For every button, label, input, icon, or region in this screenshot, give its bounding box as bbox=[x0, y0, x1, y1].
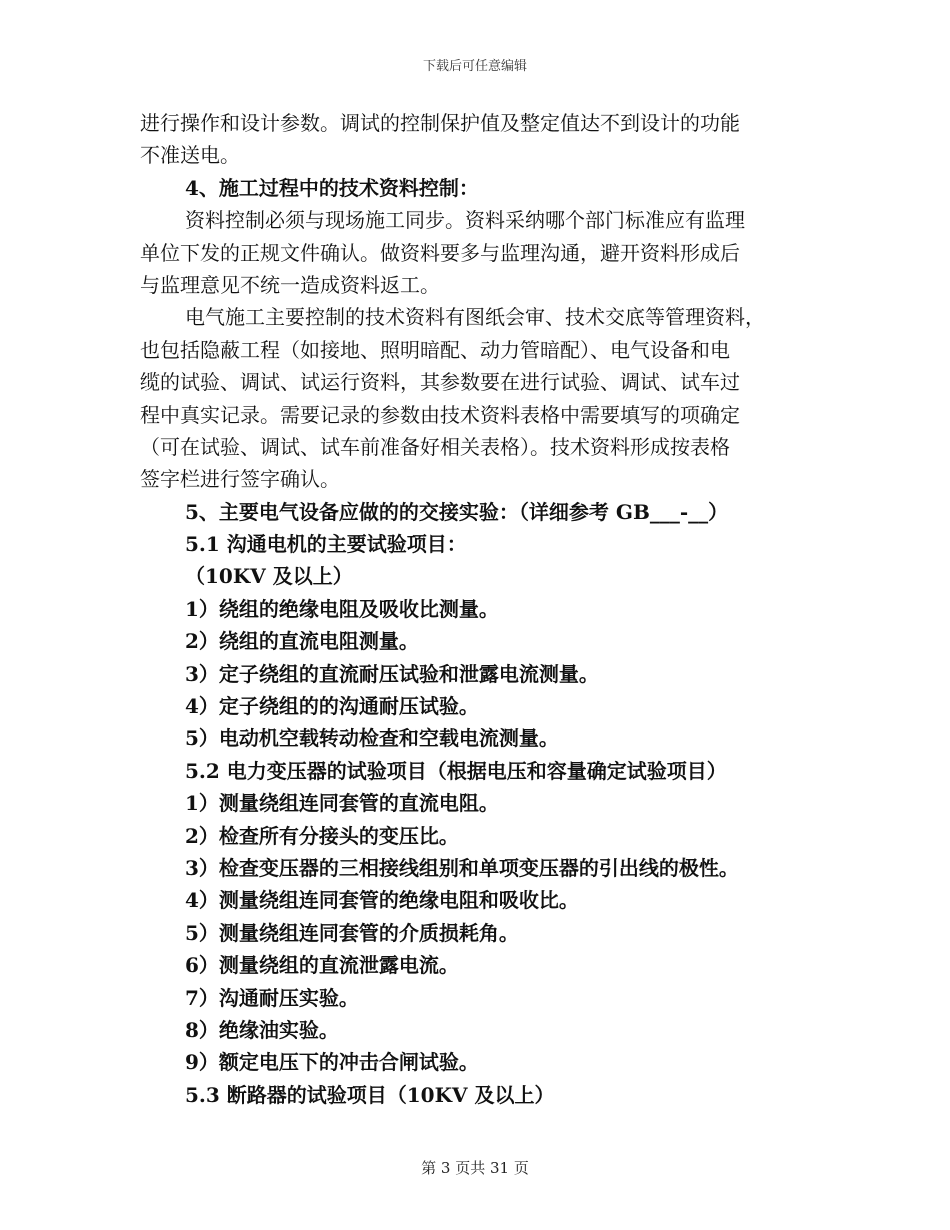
page-header: 下载后可任意编辑 bbox=[422, 59, 527, 74]
text-line: 进行操作和设计参数。调试的控制保护值及整定值达不到设计的功能 bbox=[140, 111, 740, 135]
document-body bbox=[140, 107, 820, 1111]
text-line: 7）沟通耐压实验。 bbox=[185, 985, 359, 1010]
text-line: 2）检查所有分接头的变压比。 bbox=[185, 823, 459, 848]
text-line: 5、主要电气设备应做的的交接实验：（详细参考 GB___-__） bbox=[185, 499, 729, 524]
text-line: 8）绝缘油实验。 bbox=[185, 1017, 339, 1042]
text-line: 1）测量绕组连同套管的直流电阻。 bbox=[185, 791, 499, 816]
text-line: 4）定子绕组的的沟通耐压试验。 bbox=[185, 694, 479, 719]
text-line: 1）绕组的绝缘电阻及吸收比测量。 bbox=[185, 596, 499, 621]
text-line: 电气施工主要控制的技术资料有图纸会审、技术交底等管理资料， bbox=[185, 305, 765, 330]
text-line: 程中真实记录。需要记录的参数由技术资料表格中需要填写的项确定 bbox=[140, 402, 740, 427]
text-line: 5.3 断路器的试验项目（10KV 及以上） bbox=[185, 1082, 555, 1107]
text-line: 5）电动机空载转动检查和空载电流测量。 bbox=[185, 726, 559, 751]
text-line: （10KV 及以上） bbox=[185, 564, 353, 589]
text-line: 与监理意见不统一造成资料返工。 bbox=[140, 272, 440, 297]
text-line: 9）额定电压下的冲击合闸试验。 bbox=[185, 1050, 479, 1075]
text-line: 缆的试验、调试、试运行资料，其参数要在进行试验、调试、试车过 bbox=[140, 370, 740, 395]
text-line: 单位下发的正规文件确认。做资料要多与监理沟通，避开资料形成后 bbox=[140, 240, 740, 265]
text-line: 5）测量绕组连同套管的介质损耗角。 bbox=[185, 920, 519, 945]
text-line: （可在试验、调试、试车前准备好相关表格）。技术资料形成按表格 bbox=[140, 434, 730, 459]
text-line: 3）检查变压器的三相接线组别和单项变压器的引出线的极性。 bbox=[185, 855, 739, 880]
page-footer: 第 3 页共 31 页 bbox=[421, 1159, 529, 1177]
text-line: 2）绕组的直流电阻测量。 bbox=[185, 629, 419, 654]
text-line: 4、施工过程中的技术资料控制： bbox=[185, 175, 479, 200]
text-line: 6）测量绕组的直流泄露电流。 bbox=[185, 953, 459, 978]
text-line: 不准送电。 bbox=[140, 143, 240, 168]
text-line: 也包括隐蔽工程（如接地、照明暗配、动力管暗配）、电气设备和电 bbox=[140, 337, 730, 362]
text-line: 3）定子绕组的直流耐压试验和泄露电流测量。 bbox=[185, 661, 599, 686]
text-line: 5.1 沟通电机的主要试验项目： bbox=[185, 532, 467, 557]
text-line: 签字栏进行签字确认。 bbox=[140, 467, 340, 492]
text-line: 5.2 电力变压器的试验项目（根据电压和容量确定试验项目） bbox=[185, 758, 727, 783]
text-line: 资料控制必须与现场施工同步。资料采纳哪个部门标准应有监理 bbox=[185, 208, 745, 233]
text-line: 4）测量绕组连同套管的绝缘电阻和吸收比。 bbox=[185, 888, 579, 913]
